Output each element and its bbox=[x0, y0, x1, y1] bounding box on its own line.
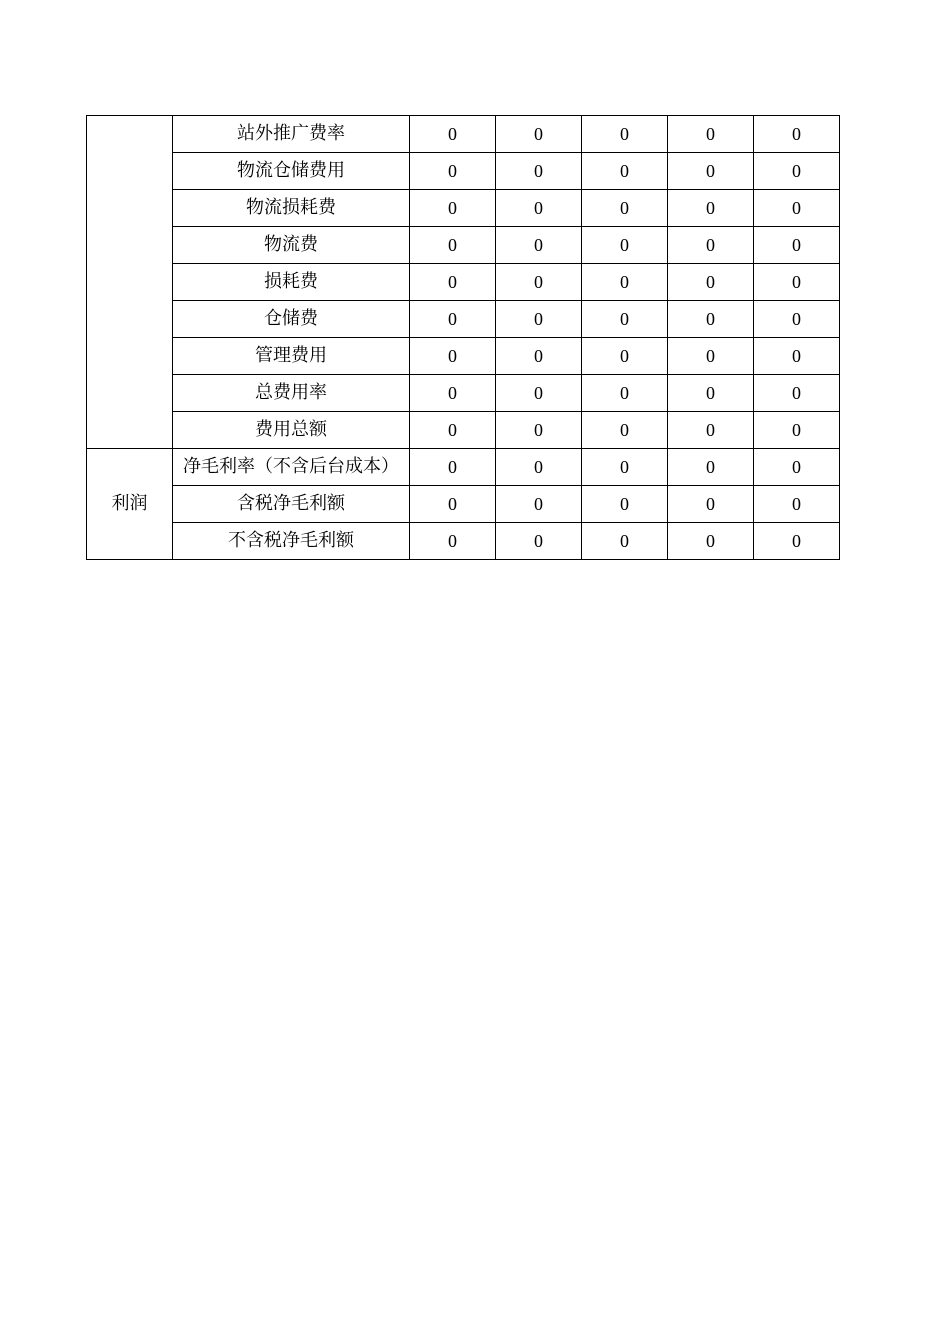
row-label-cell: 物流仓储费用 bbox=[173, 153, 410, 190]
value-cell: 0 bbox=[582, 412, 668, 449]
value-cell: 0 bbox=[754, 486, 840, 523]
table-row bbox=[87, 264, 840, 301]
table-body bbox=[87, 116, 840, 560]
row-label-cell: 损耗费 bbox=[173, 264, 410, 301]
value-cell: 0 bbox=[582, 227, 668, 264]
value-cell: 0 bbox=[668, 116, 754, 153]
row-label-cell: 不含税净毛利额 bbox=[173, 523, 410, 560]
value-cell: 0 bbox=[410, 301, 496, 338]
value-cell: 0 bbox=[754, 412, 840, 449]
value-cell: 0 bbox=[668, 449, 754, 486]
table-row bbox=[87, 338, 840, 375]
row-label-cell: 费用总额 bbox=[173, 412, 410, 449]
value-cell: 0 bbox=[410, 227, 496, 264]
value-cell: 0 bbox=[496, 190, 582, 227]
row-label-cell: 管理费用 bbox=[173, 338, 410, 375]
table-row bbox=[87, 523, 840, 560]
value-cell: 0 bbox=[668, 190, 754, 227]
row-label-cell: 仓储费 bbox=[173, 301, 410, 338]
value-cell: 0 bbox=[496, 375, 582, 412]
value-cell: 0 bbox=[410, 264, 496, 301]
value-cell: 0 bbox=[410, 523, 496, 560]
value-cell: 0 bbox=[754, 449, 840, 486]
value-cell: 0 bbox=[754, 264, 840, 301]
value-cell: 0 bbox=[496, 486, 582, 523]
value-cell: 0 bbox=[668, 301, 754, 338]
value-cell: 0 bbox=[496, 412, 582, 449]
value-cell: 0 bbox=[410, 190, 496, 227]
table-row bbox=[87, 486, 840, 523]
value-cell: 0 bbox=[582, 264, 668, 301]
value-cell: 0 bbox=[754, 523, 840, 560]
value-cell: 0 bbox=[582, 523, 668, 560]
table-row bbox=[87, 116, 840, 153]
value-cell: 0 bbox=[754, 301, 840, 338]
value-cell: 0 bbox=[496, 116, 582, 153]
table-row bbox=[87, 449, 840, 486]
value-cell: 0 bbox=[410, 153, 496, 190]
table-row bbox=[87, 375, 840, 412]
value-cell: 0 bbox=[496, 264, 582, 301]
value-cell: 0 bbox=[410, 449, 496, 486]
value-cell: 0 bbox=[582, 375, 668, 412]
value-cell: 0 bbox=[496, 227, 582, 264]
value-cell: 0 bbox=[582, 449, 668, 486]
row-label-cell: 总费用率 bbox=[173, 375, 410, 412]
table-row bbox=[87, 227, 840, 264]
value-cell: 0 bbox=[668, 523, 754, 560]
value-cell: 0 bbox=[410, 375, 496, 412]
row-label-cell: 物流损耗费 bbox=[173, 190, 410, 227]
value-cell: 0 bbox=[668, 153, 754, 190]
value-cell: 0 bbox=[582, 153, 668, 190]
value-cell: 0 bbox=[668, 264, 754, 301]
table-row bbox=[87, 301, 840, 338]
value-cell: 0 bbox=[496, 449, 582, 486]
value-cell: 0 bbox=[582, 190, 668, 227]
value-cell: 0 bbox=[754, 116, 840, 153]
table-row bbox=[87, 153, 840, 190]
value-cell: 0 bbox=[754, 338, 840, 375]
category-cell: 利润 bbox=[87, 449, 173, 560]
value-cell: 0 bbox=[582, 301, 668, 338]
value-cell: 0 bbox=[668, 412, 754, 449]
value-cell: 0 bbox=[668, 227, 754, 264]
value-cell: 0 bbox=[754, 227, 840, 264]
row-label-cell: 物流费 bbox=[173, 227, 410, 264]
row-label-cell: 净毛利率（不含后台成本） bbox=[173, 449, 410, 486]
value-cell: 0 bbox=[668, 375, 754, 412]
row-label-cell: 站外推广费率 bbox=[173, 116, 410, 153]
table-row bbox=[87, 412, 840, 449]
value-cell: 0 bbox=[582, 338, 668, 375]
value-cell: 0 bbox=[496, 153, 582, 190]
value-cell: 0 bbox=[410, 412, 496, 449]
value-cell: 0 bbox=[754, 190, 840, 227]
value-cell: 0 bbox=[496, 523, 582, 560]
value-cell: 0 bbox=[496, 338, 582, 375]
category-cell bbox=[87, 116, 173, 449]
value-cell: 0 bbox=[496, 301, 582, 338]
value-cell: 0 bbox=[582, 486, 668, 523]
value-cell: 0 bbox=[410, 486, 496, 523]
value-cell: 0 bbox=[754, 153, 840, 190]
row-label-cell: 含税净毛利额 bbox=[173, 486, 410, 523]
value-cell: 0 bbox=[668, 486, 754, 523]
table-row bbox=[87, 190, 840, 227]
value-cell: 0 bbox=[754, 375, 840, 412]
value-cell: 0 bbox=[410, 116, 496, 153]
value-cell: 0 bbox=[410, 338, 496, 375]
value-cell: 0 bbox=[582, 116, 668, 153]
value-cell: 0 bbox=[668, 338, 754, 375]
expense-profit-table bbox=[86, 115, 840, 560]
